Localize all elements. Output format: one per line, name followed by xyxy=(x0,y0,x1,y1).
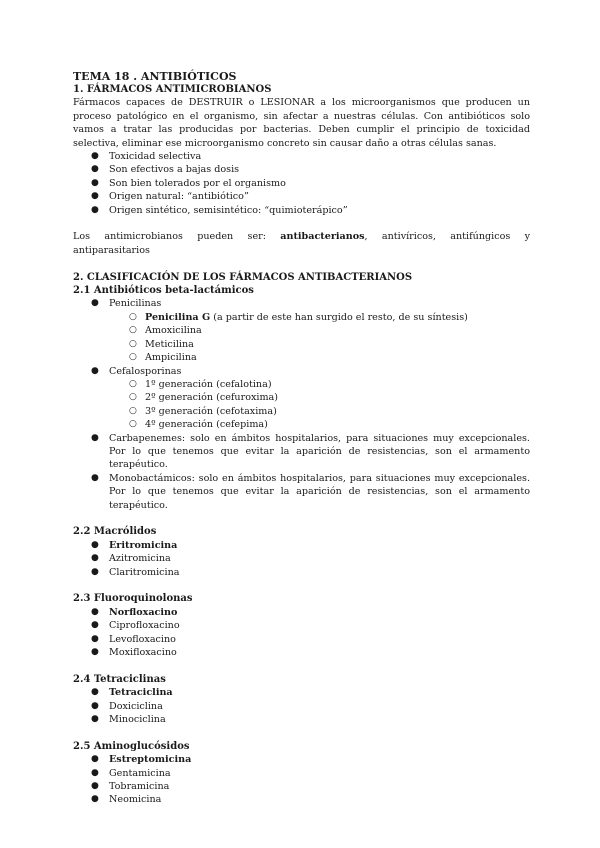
cefalosporinas-list xyxy=(73,365,530,378)
section-2-heading: 2. CLASIFICACIÓN DE LOS FÁRMACOS ANTIBACTERIANOS xyxy=(73,271,413,283)
drug-list xyxy=(73,539,530,579)
list-item-penicilinas: ● Penicilinas xyxy=(91,298,162,310)
bullet-icon: ● xyxy=(91,177,99,188)
bullet-icon: ● xyxy=(91,432,99,443)
document-title: TEMA 18 . ANTIBIÓTICOS xyxy=(73,70,237,83)
list-item: ● Azitromicina xyxy=(91,553,171,565)
list-item: ○ 2º generación (cefuroxima) xyxy=(129,392,279,404)
list-item: ○ 3º generación (cefotaxima) xyxy=(129,405,277,417)
list-item: ● Tobramicina xyxy=(91,781,170,793)
section-1-heading: 1. FÁRMACOS ANTIMICROBIANOS xyxy=(73,84,272,95)
circle-bullet-icon: ○ xyxy=(129,405,137,416)
list-item: ● Norfloxacino xyxy=(91,606,178,618)
cefalosporinas-sublist xyxy=(73,378,530,432)
list-item: ● Neomicina xyxy=(91,794,162,806)
list-item: ● Claritromicina xyxy=(91,566,180,578)
bullet-icon: ● xyxy=(91,754,99,765)
document-page xyxy=(73,70,530,807)
bullet-icon: ● xyxy=(91,794,99,805)
bullet-icon: ● xyxy=(91,700,99,711)
bullet-icon: ● xyxy=(91,151,99,162)
bullet-icon: ● xyxy=(91,472,99,483)
list-item: ● Estreptomicina xyxy=(91,754,192,766)
drug-list xyxy=(73,606,530,660)
list-item: ● Gentamicina xyxy=(91,767,171,779)
bullet-icon: ● xyxy=(91,714,99,725)
bullet-icon: ● xyxy=(91,566,99,577)
bullet-icon: ● xyxy=(91,767,99,778)
carbapenem-list xyxy=(73,432,530,512)
list-item: ● Moxifloxacino xyxy=(91,647,177,658)
section-1-paragraph: Fármacos capaces de DESTRUIR o LESIONAR a los microorganismos que producen un proceso patológico en el organismo, sin afectar a nuestras células. Con antibióticos solo vamos a tratar las producidas por bacterias. Deben cumplir el principio de toxicidad selectiva, eliminar ese microorganismo concreto sin causar daño a otras células sanas. xyxy=(73,97,530,149)
bullet-icon: ● xyxy=(91,606,99,617)
list-item: ● Son efectivos a bajas dosis xyxy=(91,164,240,176)
subsection-heading: 2.2 Macrólidos xyxy=(73,526,157,538)
list-item: ● Ciprofloxacino xyxy=(91,620,180,632)
list-item: ● Eritromicina xyxy=(91,539,178,551)
list-item: ● Son bien tolerados por el organismo xyxy=(91,177,286,189)
beta-lactam-list xyxy=(73,297,530,310)
list-item: ○ Penicilina G (a partir de este han surgido el resto, de su síntesis) xyxy=(129,311,468,323)
bullet-icon: ● xyxy=(91,204,99,215)
penicilinas-sublist xyxy=(73,311,530,365)
circle-bullet-icon: ○ xyxy=(129,325,137,336)
list-item: ○ 1º generación (cefalotina) xyxy=(129,378,272,390)
list-item-cefalosporinas: ● Cefalosporinas xyxy=(91,365,182,377)
circle-bullet-icon: ○ xyxy=(129,352,137,363)
list-item: ● Origen sintético, semisintético: “quimioterápico” xyxy=(91,204,348,216)
drug-list xyxy=(73,753,530,807)
list-item-carbapenemes: ● Carbapenemes: solo en ámbitos hospitalarios, para situaciones muy excepcionales. Por lo que tenemos que evitar la aparición de resistencias, son el armamento terapéutico. xyxy=(91,432,530,471)
list-item: ● Minociclina xyxy=(91,714,166,726)
subsection-heading: 2.3 Fluoroquinolonas xyxy=(73,593,193,605)
list-item: ○ 4º generación (cefepima) xyxy=(129,419,268,431)
circle-bullet-icon: ○ xyxy=(129,419,137,430)
bullet-icon: ● xyxy=(91,647,99,657)
antimicrobial-summary: Los antimicrobianos pueden ser: antibacterianos, antivíricos, antifúngicos y antiparasitarios xyxy=(73,231,531,256)
drug-group-aminoglucosidos xyxy=(73,740,530,807)
bullet-icon: ● xyxy=(91,365,99,376)
subsection-heading: 2.5 Aminoglucósidos xyxy=(73,740,190,752)
list-item: ○ Meticilina xyxy=(129,338,194,350)
list-item: ● Tetraciclina xyxy=(91,687,173,699)
circle-bullet-icon: ○ xyxy=(129,378,137,389)
list-item: ○ Amoxicilina xyxy=(129,325,202,337)
subsection-beta-lactam-heading: 2.1 Antibióticos beta-lactámicos xyxy=(73,285,254,297)
bullet-icon: ● xyxy=(91,687,99,698)
subsection-heading: 2.4 Tetraciclinas xyxy=(73,673,166,685)
circle-bullet-icon: ○ xyxy=(129,338,137,349)
bullet-icon: ● xyxy=(91,298,99,309)
drug-group-fluoroquinolonas xyxy=(73,592,530,659)
bullet-icon: ● xyxy=(91,620,99,631)
section-1-bullet-list xyxy=(73,150,530,217)
drug-group-macrolidos xyxy=(73,525,530,579)
bullet-icon: ● xyxy=(91,164,99,175)
list-item: ○ Ampicilina xyxy=(129,352,197,364)
bullet-icon: ● xyxy=(91,191,99,202)
list-item-monobactamicos: ● Monobactámicos: solo en ámbitos hospitalarios, para situaciones muy excepcionales. Por lo que tenemos que evitar la aparición de resistencias, son el armamento terapéutico. xyxy=(91,472,530,511)
circle-bullet-icon: ○ xyxy=(129,392,137,403)
circle-bullet-icon: ○ xyxy=(129,311,137,322)
list-item: ● Toxicidad selectiva xyxy=(91,151,202,163)
list-item: ● Origen natural: “antibiótico” xyxy=(91,191,249,203)
bullet-icon: ● xyxy=(91,539,99,550)
bullet-icon: ● xyxy=(91,781,99,792)
list-item: ● Levofloxacino xyxy=(91,633,176,645)
bullet-icon: ● xyxy=(91,633,99,644)
list-item: ● Doxiciclina xyxy=(91,700,163,712)
drug-list xyxy=(73,686,530,726)
drug-group-tetraciclinas xyxy=(73,673,530,727)
bullet-icon: ● xyxy=(91,553,99,564)
